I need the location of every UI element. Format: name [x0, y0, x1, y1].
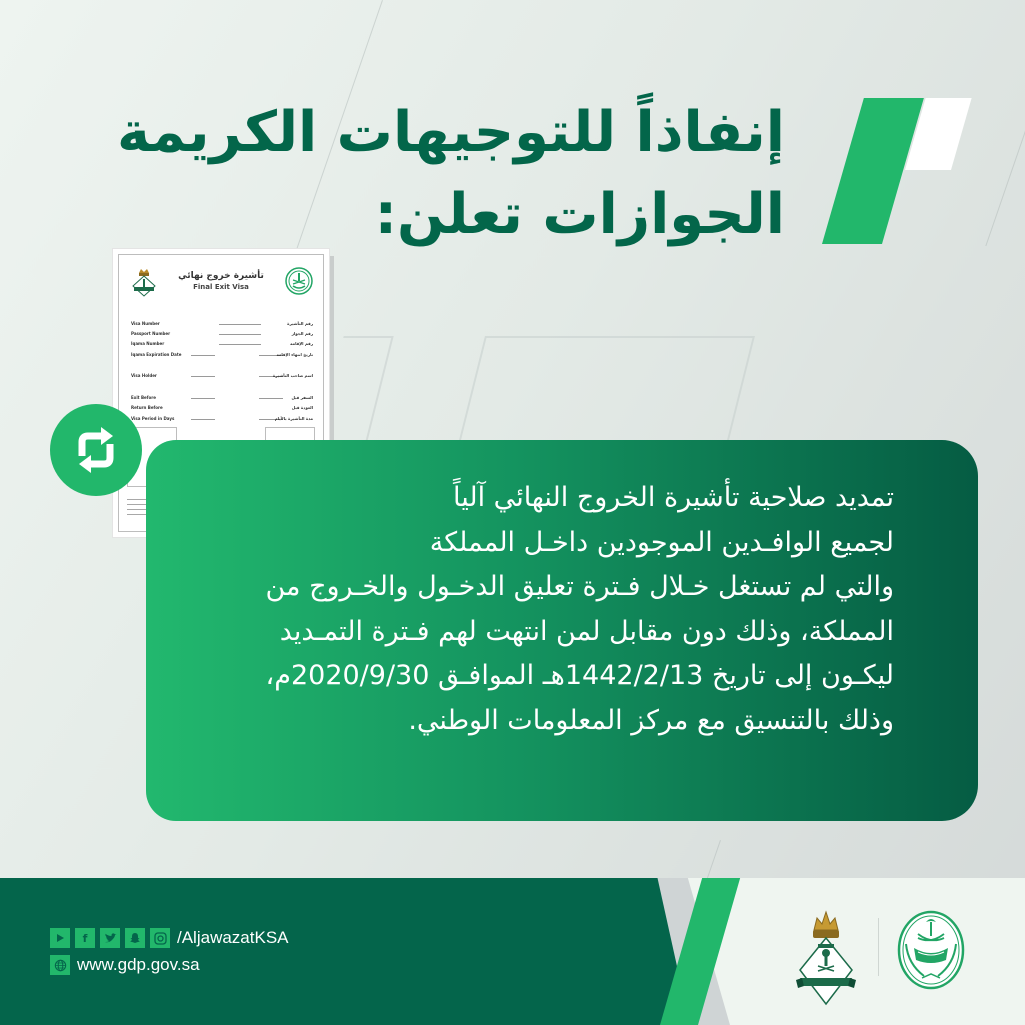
footer-light-panel: [688, 878, 1025, 1025]
jawazat-logo: [796, 908, 856, 1008]
footer-dark-panel-left: [0, 878, 655, 1025]
announcement-line: لجميع الوافـدين الموجودين داخـل المملكة: [429, 526, 894, 558]
announcement-line: وذلك بالتنسيق مع مركز المعلومات الوطني.: [408, 704, 894, 736]
document-field-row: Passport Number رقم الجواز: [131, 331, 313, 336]
document-field-row: Visa Period in Days مدة التأشيرة بالأيام: [131, 416, 313, 421]
announcement-line: تمديد صلاحية تأشيرة الخروج النهائي آلياً: [453, 482, 894, 513]
facebook-icon[interactable]: f: [75, 928, 95, 948]
snapchat-icon[interactable]: [125, 928, 145, 948]
ministry-of-interior-logo: [896, 910, 966, 990]
youtube-icon[interactable]: [50, 928, 70, 948]
globe-icon: [50, 955, 70, 975]
headline-line-2: الجوازات تعلن:: [374, 182, 785, 247]
ministry-emblem-icon: [285, 267, 313, 295]
document-title-arabic: تأشيرة خروج نهائي: [178, 271, 264, 281]
footer: [0, 878, 1025, 1025]
headline-line-1: إنفاذاً للتوجيهات الكريمة: [117, 100, 785, 165]
announcement-text: [254, 476, 894, 743]
document-field-row: Iqama Expiration Date تاريخ انتهاء الإقامة: [131, 352, 313, 357]
social-handle[interactable]: /AljawazatKSA: [177, 928, 289, 947]
document-field-row: Return Before العودة قبل: [131, 405, 313, 410]
refresh-icon: [68, 422, 124, 478]
website-url[interactable]: www.gdp.gov.sa: [77, 955, 200, 974]
document-field-row: Iqama Number رقم الإقامة: [131, 341, 313, 346]
background-diagonal-line: [985, 0, 1025, 246]
document-field-row: Exit Before السفر قبل: [131, 395, 313, 400]
website-link[interactable]: [50, 955, 200, 975]
announcement-card: [146, 440, 978, 821]
document-field-row: Visa Holder اسم صاحب التأشيرة: [131, 373, 313, 378]
announcement-line: المملكة، وذلك دون مقابل لمن انتهت لهم فـترة التمـديد: [279, 615, 894, 647]
quote-mark-green: [822, 98, 924, 244]
refresh-badge: [50, 404, 142, 496]
logo-divider: [878, 918, 879, 976]
background-diagonal-line: [707, 840, 721, 878]
announcement-line: والتي لم تستغل خـلال فـترة تعليق الدخـول والخـروج من: [265, 571, 894, 602]
social-links: [50, 928, 289, 948]
announcement-line: ليكـون إلى تاريخ 1442/2/13هـ الموافـق 2020/9/30م،: [265, 660, 894, 691]
document-title-english: Final Exit Visa: [193, 283, 249, 291]
twitter-icon[interactable]: [100, 928, 120, 948]
instagram-icon[interactable]: [150, 928, 170, 948]
background-frame: [455, 336, 755, 456]
headline: [105, 92, 785, 256]
document-field-row: Visa Number رقم التأشيرة: [131, 321, 313, 326]
